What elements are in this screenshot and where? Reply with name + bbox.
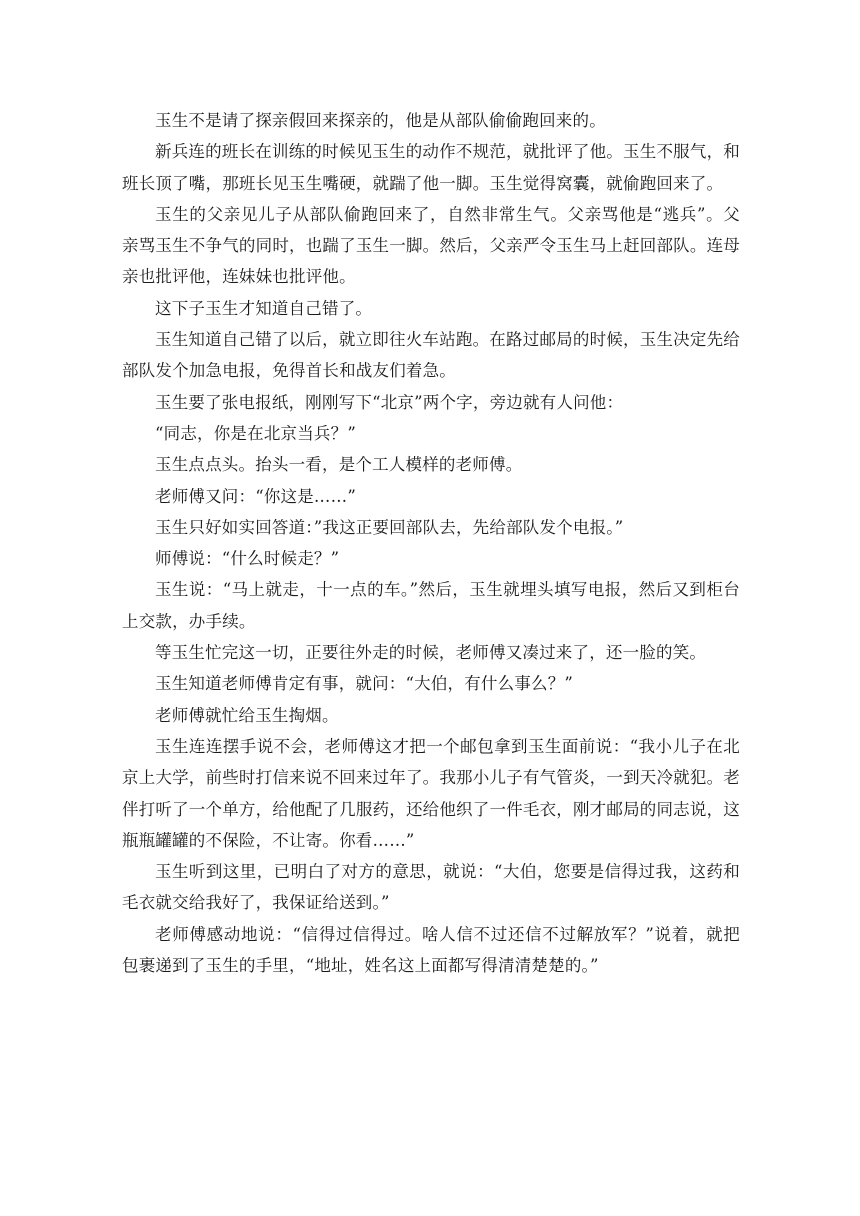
paragraph: 玉生连连摆手说不会，老师傅这才把一个邮包拿到玉生面前说：“我小儿子在北京上大学，前些时打信来说不回来过年了。我那小儿子有气管炎，一到天冷就犯。老伴打听了一个单方，给他配了几服药，还给他织了一件毛衣，刚才邮局的同志说，这瓶瓶罐罐的不保险，不让寄。你看……”: [122, 736, 740, 850]
paragraph: 玉生的父亲见儿子从部队偷跑回来了，自然非常生气。父亲骂他是“逃兵”。父亲骂玉生不争气的同时，也踹了玉生一脚。然后，父亲严令玉生马上赶回部队。连母亲也批评他，连妹妹也批评他。: [122, 204, 740, 287]
story-text: [122, 105, 740, 981]
paragraph: 玉生不是请了探亲假回来探亲的，他是从部队偷偷跑回来的。: [155, 111, 606, 130]
paragraph: 等玉生忙完这一切，正要往外走的时候，老师傅又凑过来了，还一脸的笑。: [155, 643, 707, 663]
paragraph: 老师傅感动地说：“信得过信得过。啥人信不过还信不过解放军？”说着，就把包裹递到了玉生的手里，“地址，姓名这上面都写得清清楚楚的。”: [122, 924, 740, 976]
paragraph: 玉生说：“马上就走，十一点的车。”然后，玉生就埋头填写电报，然后又到柜台上交款，办手续。: [122, 580, 740, 631]
paragraph: 玉生知道自己错了以后，就立即往火车站跑。在路过邮局的时候，玉生决定先给部队发个加急电报，免得首长和战友们着急。: [122, 330, 740, 381]
paragraph: 师傅说：“什么时候走？”: [155, 549, 340, 569]
paragraph: 老师傅又问：“你这是……”: [155, 486, 356, 506]
paragraph: 玉生点点头。抬头一看，是个工人模样的老师傅。: [155, 455, 523, 475]
paragraph: 新兵连的班长在训练的时候见玉生的动作不规范，就批评了他。玉生不服气，和班长顶了嘴，那班长见玉生嘴硬，就踹了他一脚。玉生觉得窝囊，就偷跑回来了。: [122, 142, 740, 193]
paragraph: 玉生听到这里，已明白了对方的意思，就说：“大伯，您要是信得过我，这药和毛衣就交给我好了，我保证给送到。”: [122, 862, 740, 913]
paragraph: 玉生只好如实回答道：”我这正要回部队去，先给部队发个电报。”: [155, 517, 624, 537]
paragraph: 这下子玉生才知道自己错了。: [155, 298, 373, 318]
paragraph: 老师傅就忙给玉生掏烟。: [155, 705, 339, 725]
paragraph: “同志，你是在北京当兵？”: [155, 423, 356, 443]
paragraph: 玉生要了张电报纸，刚刚写下“北京”两个字，旁边就有人问他：: [155, 392, 624, 412]
paragraph: 玉生知道老师傅肯定有事，就问：“大伯，有什么事么？”: [155, 674, 574, 694]
